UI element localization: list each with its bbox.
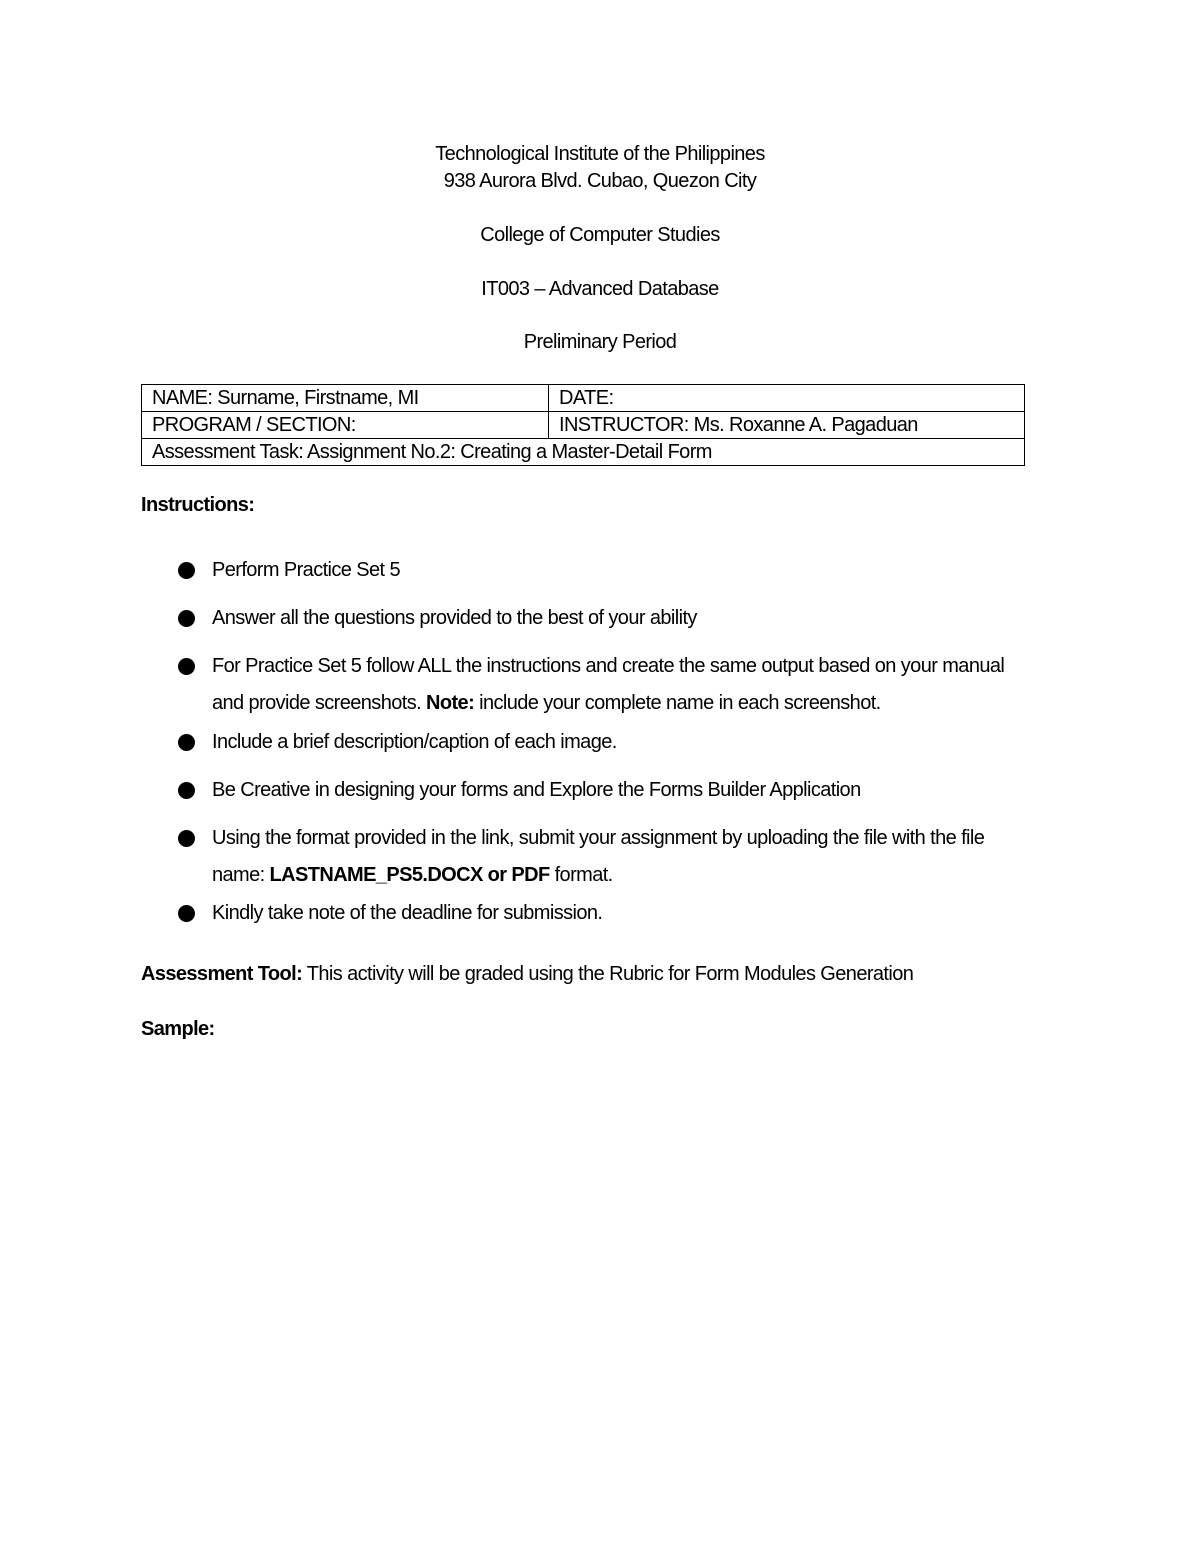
list-item-text-part: For Practice Set 5 follow ALL the instructions and create the same output based on your manual and provide screenshots. <box>212 655 1005 714</box>
list-item-text <box>212 820 1036 894</box>
list-item <box>176 772 1036 809</box>
bullet-icon <box>178 734 195 751</box>
assessment-tool-line <box>141 963 913 986</box>
bullet-icon <box>178 610 195 627</box>
sample-heading: Sample: <box>141 1018 215 1040</box>
instructions-heading: Instructions: <box>141 494 255 516</box>
bullet-icon <box>178 658 195 675</box>
assessment-tool-text: This activity will be graded using the Rubric for Form Modules Generation <box>302 963 914 985</box>
list-item-text: Kindly take note of the deadline for submission. <box>212 902 603 924</box>
date-cell: DATE: <box>549 385 1025 412</box>
list-item-text-part: include your complete name in each screenshot. <box>474 692 881 714</box>
assessment-task-cell: Assessment Task: Assignment No.2: Creating a Master-Detail Form <box>142 439 1025 466</box>
assessment-tool-label: Assessment Tool: <box>141 963 303 985</box>
college-name: College of Computer Studies <box>480 224 720 246</box>
period-title: Preliminary Period <box>523 331 677 353</box>
list-item <box>176 724 1036 761</box>
institution-name: Technological Institute of the Philippines <box>435 143 765 165</box>
list-item <box>176 648 1036 722</box>
list-item <box>176 895 1036 932</box>
list-item <box>176 552 1036 589</box>
table-row <box>142 412 1025 439</box>
bullet-icon <box>178 830 195 847</box>
list-item-text: Perform Practice Set 5 <box>212 559 400 581</box>
list-item-text <box>212 648 1036 722</box>
list-item-text-part: Using the format provided in the link, submit your assignment by uploading the file with the file name: <box>212 827 985 886</box>
table-row <box>142 385 1025 412</box>
list-item <box>176 600 1036 637</box>
list-item <box>176 820 1036 894</box>
bullet-icon <box>178 782 195 799</box>
program-section-cell: PROGRAM / SECTION: <box>142 412 549 439</box>
list-item-text: Be Creative in designing your forms and Explore the Forms Builder Application <box>212 779 861 801</box>
instructor-cell: INSTRUCTOR: Ms. Roxanne A. Pagaduan <box>549 412 1025 439</box>
course-title: IT003 – Advanced Database <box>481 278 719 300</box>
bullet-icon <box>178 905 195 922</box>
note-label: Note: <box>426 692 475 714</box>
bullet-icon <box>178 562 195 579</box>
name-cell: NAME: Surname, Firstname, MI <box>142 385 549 412</box>
student-info-table <box>141 384 1025 466</box>
file-name-format: LASTNAME_PS5.DOCX or PDF <box>269 864 550 886</box>
table-row <box>142 439 1025 466</box>
list-item-text: Include a brief description/caption of each image. <box>212 731 617 753</box>
list-item-text-part: format. <box>549 864 613 886</box>
institution-address: 938 Aurora Blvd. Cubao, Quezon City <box>443 170 757 192</box>
list-item-text: Answer all the questions provided to the best of your ability <box>212 607 697 629</box>
